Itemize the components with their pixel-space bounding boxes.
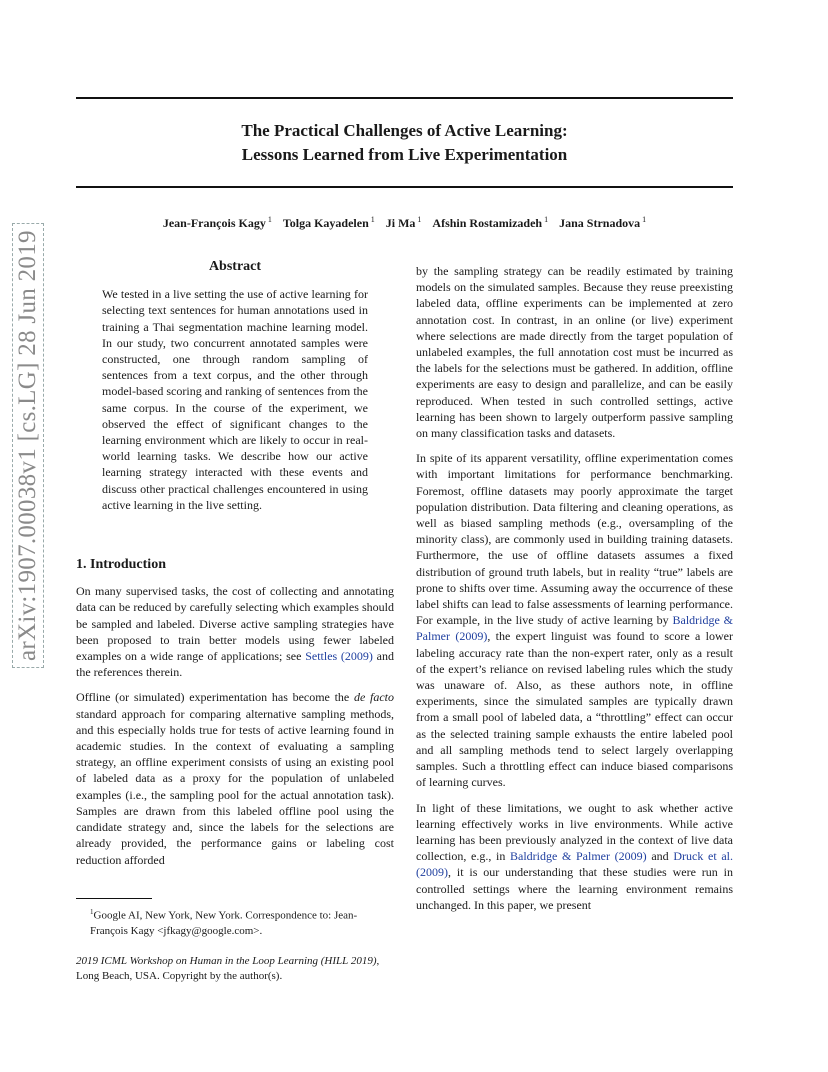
body-paragraph: In light of these limitations, we ought to ask whether active learning effectively works in live environments. While active learning has been previously analyzed in the context of live data collection, e.g., in Baldridge & Palmer (2009) and Druck et al. (2009), it is our understanding that these studies were run in controlled settings where the learning environment remains unchanged. In this paper, we present: [416, 800, 734, 912]
right-column: [416, 263, 733, 922]
author: Ji Ma $^1$: [385, 215, 422, 230]
author: Jean-François Kagy $^1$: [162, 215, 272, 230]
citation-link[interactable]: Druck et al. (2009): [416, 849, 734, 880]
title-rule-top: [76, 97, 733, 99]
intro-paragraph: On many supervised tasks, the cost of collecting and annotating data can be reduced by carefully selecting which examples should be sampled and labeled. Diverse active sampling strategies have been proposed to train better models using fewer labeled examples on a wide range of applications; see Settles (2009) and the references therein.: [76, 584, 394, 680]
citation-link[interactable]: Baldridge & Palmer (2009): [416, 613, 733, 644]
footnote-rule: [76, 898, 152, 899]
author: Tolga Kayadelen $^1$: [282, 215, 375, 230]
affiliation-footnote: $^1$Google AI, New York, New York. Correspondence to: Jean-François Kagy <jfkagy@google.com>.: [90, 908, 358, 937]
footnote-area: [76, 898, 394, 993]
author-list: [76, 215, 733, 231]
citation-link[interactable]: Settles (2009): [305, 649, 373, 664]
author: Afshin Rostamizadeh $^1$: [432, 215, 549, 230]
body-paragraph: In spite of its apparent versatility, offline experimentation comes with important limitations for performance benchmarking. Foremost, offline datasets may poorly approximate the target population distribution. Data filtering and cleaning operations, as well as biased sampling methods (e.g., oversampling of the minority class), are commonly used in building training datasets. Furthermore, the use of offline datasets assumes a fixed distribution of ground truth labels, but in reality “true” labels are prone to shifts over time. Assuming away the occurrence of these label shifts can lead to false assessments of learning performance. For example, in the live study of active learning by Baldridge & Palmer (2009), the expert linguist was found to score a lower labeling accuracy rate than the non-expert rater, only as a result of the expert’s reliance on revised labeling rules which the study was unaware of. Also, as these authors note, in offline experiments, since the simulated samples are typically drawn from a small pool of labeled data, a “throttling” effect can occur as the selected training sample exhausts the entire labeled pool and all sampling methods tend to select largely overlapping samples. Such a throttling effect can induce biased comparisons of learning curves.: [416, 451, 734, 790]
arxiv-identifier: [12, 223, 44, 668]
paper-title-line-1: The Practical Challenges of Active Learning:: [241, 121, 568, 140]
left-column: [76, 259, 394, 877]
abstract-text: We tested in a live setting the use of active learning for selecting text sentences for human annotations used in training a Thai segmentation machine learning model. In our study, two concurrent annotated samples were constructed, one through random sampling of sentences from a text corpus, and the other through model-based scoring and ranking of sentences from the same corpus. In the course of the experiment, we observed the effect of significant changes to the learning environment which are likely to occur in real-world learning tasks. We describe how our active learning strategy interacted with these events and discuss other practical challenges encountered in using active learning in the live setting.: [102, 287, 368, 512]
section-heading-introduction: 1. Introduction: [76, 557, 166, 573]
body-paragraph: by the sampling strategy can be readily estimated by training models on the simulated samples. Because they reuse preexisting labeled data, offline experiments can be implemented at zero annotation cost. In contrast, in an online (or live) experiment where selections are made directly from the target population of unlabeled examples, the full annotation cost must be incurred as the labels for the selections must be gathered. In addition, offline experiments are easy to design and parallelize, and can be easily reproduced. When tested in such controlled settings, active learning has been shown to largely outperform passive sampling on many classification tasks and datasets.: [416, 264, 733, 441]
venue-note: 2019 ICML Workshop on Human in the Loop Learning (HILL 2019), Long Beach, USA. Copyright by the author(s).: [76, 954, 380, 982]
paper-title-line-2: Lessons Learned from Live Experimentation: [241, 145, 568, 164]
intro-paragraph: Offline (or simulated) experimentation has become the de facto standard approach for comparing alternative sampling methods, and this especially holds true for tests of active learning found in academic studies. In the context of evaluating a sampling strategy, an offline experiment consists of using an existing pool of labeled data as a proxy for the population of unlabeled examples (i.e., the sampling pool for the actual annotation task). Samples are drawn from this labeled offline pool using the candidate strategy and, since the labels for the selections are already provided, the performance gains or labeling cost reduction afforded: [76, 690, 394, 867]
author: Jana Strnadova $^1$: [559, 215, 647, 230]
title-rule-bottom: [76, 186, 733, 188]
arxiv-stamp: arXiv:1907.00038v1 [cs.LG] 28 Jun 2019: [12, 223, 44, 668]
abstract-heading: Abstract: [208, 259, 262, 274]
citation-link[interactable]: Baldridge & Palmer (2009): [510, 849, 647, 864]
